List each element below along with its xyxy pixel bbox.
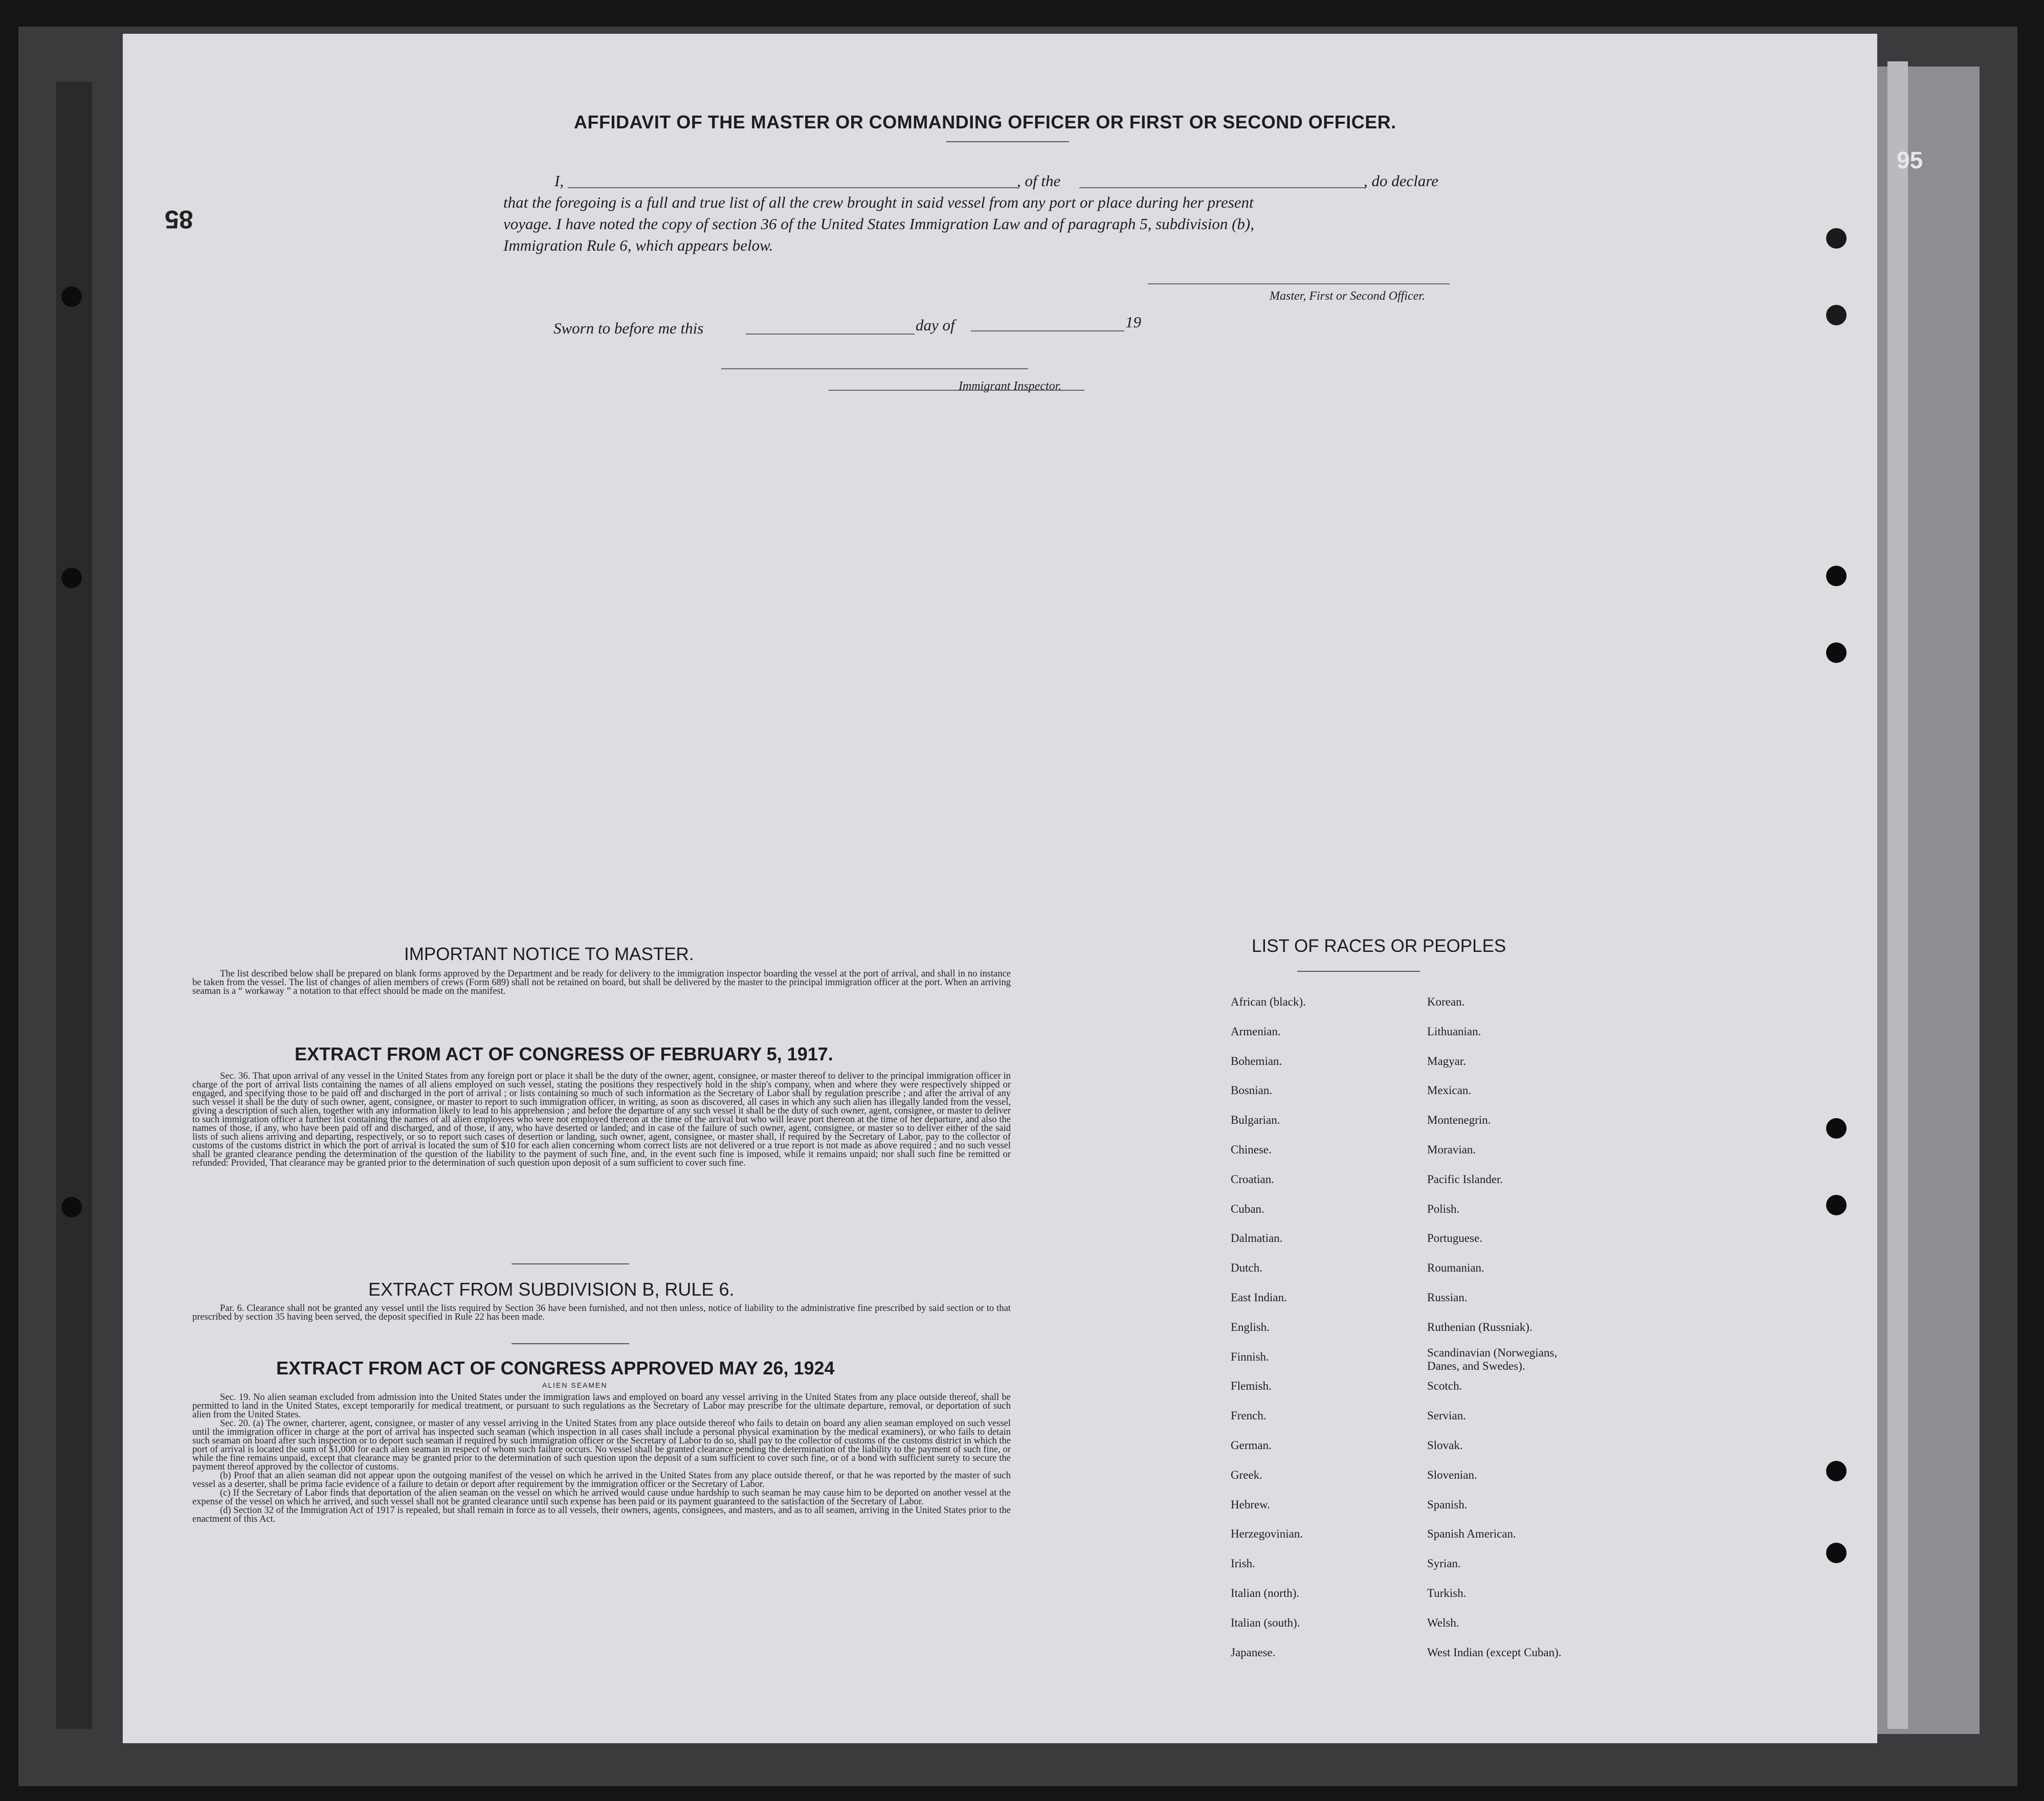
race-item: Scotch. (1427, 1380, 1462, 1393)
extract-rule6-text (192, 1304, 1011, 1322)
punch-hole (1826, 305, 1847, 325)
race-item: Montenegrin. (1427, 1114, 1491, 1127)
affidavit-i: I, (554, 172, 564, 190)
sec-36-paragraph: Sec. 36. That upon arrival of any vessel in the United States from any foreign port or place it shall be the duty of the owner, agent, consignee, or master thereof to deliver to the principal immigration officer in charge of the port of arrival lists containing the names of all aliens employed on such vessel, stating the positions they respectively hold in the ship's company, when and where they were respectively shipped or engaged, and specifying those to be paid off and discharged in the port of arrival ; or lists containing so much of such information as the Secretary of Labor shall by regulation prescribe ; and after the arrival of any such vessel it shall be the duty of such owner, agent, consignee, or master to report to such immigration officer, in writing, as soon as discovered, all cases in which any such alien has illegally landed from the vessel, giving a description of such alien, together with any information likely to lead to his apprehension ; and before the departure of any such vessel it shall be the duty of such owner, agent, consignee, or master to deliver to such immigration officer a further list containing the names of all alien employees who were not employed thereon at the time of the arrival but who will leave port thereon at the time of her departure, and also the names of those, if any, who have been paid off and discharged, and of those, if any, who have deserted or landed; and in case of the failure of such owner, agent, consignee, or master so to deliver either of the said lists of such aliens arriving and departing, respectively, or so to report such cases of desertion or landing, such owner, agent, consignee, or master shall, if required by the Secretary of Labor, pay to the collector of customs of the customs district in which the port of arrival is located the sum of $10 for each alien concerning whom correct lists are not delivered or a true report is not made as above required ; and no such vessel shall be granted clearance pending the determination of the question of the liability to the payment of such fine, and, in the event such fine is imposed, while it remains unpaid; nor shall such fine be remitted or refunded: Provided, That clearance may be granted prior to the determination of such question upon deposit of a sum sufficient to cover such fine. (192, 1071, 1011, 1168)
race-item: Japanese. (1231, 1646, 1276, 1659)
race-item: East Indian. (1231, 1291, 1287, 1304)
race-item: Armenian. (1231, 1025, 1281, 1038)
affidavit-line-4: Immigration Rule 6, which appears below. (503, 236, 773, 254)
extract-rule6-heading: EXTRACT FROM SUBDIVISION B, RULE 6. (368, 1279, 735, 1300)
binder-strip (56, 82, 92, 1729)
sec-19-paragraph: Sec. 19. No alien seaman excluded from admission into the United States under the immigration laws and employed on board any vessel arriving in the United States from any place outside thereof, shall be permitted to land in the United States, except temporarily for medical treatment, or pursuant to such regulations as the Secretary of Labor may prescribe for the ultimate departure, removal, or deportation of such alien from the United States. (192, 1392, 1011, 1420)
race-item: French. (1231, 1409, 1267, 1422)
inspector-line-1 (721, 368, 1028, 369)
race-item: Polish. (1427, 1202, 1460, 1215)
punch-hole (1826, 566, 1847, 586)
race-item: African (black). (1231, 995, 1306, 1008)
race-item: Dalmatian. (1231, 1232, 1283, 1245)
race-item: Korean. (1427, 995, 1465, 1008)
affidavit-of-the: , of the (1017, 172, 1061, 190)
race-item: Bulgarian. (1231, 1114, 1280, 1127)
affidavit-title: AFFIDAVIT OF THE MASTER OR COMMANDING OFFICER OR FIRST OR SECOND OFFICER. (574, 112, 1396, 132)
binder-hole (61, 286, 82, 307)
section-rule (512, 1343, 629, 1344)
extract-1924-heading: EXTRACT FROM ACT OF CONGRESS APPROVED MAY 26, 1924 (276, 1358, 835, 1378)
race-item: Magyar. (1427, 1054, 1467, 1068)
notice-heading: IMPORTANT NOTICE TO MASTER. (404, 944, 694, 964)
race-item: Syrian. (1427, 1557, 1461, 1570)
page-number-right: 95 (1897, 147, 1923, 173)
race-item: Moravian. (1427, 1143, 1476, 1156)
race-item: West Indian (except Cuban). (1427, 1646, 1562, 1659)
binder-hole (61, 568, 82, 588)
race-item: Mexican. (1427, 1084, 1472, 1097)
sworn-day-line (746, 333, 915, 335)
race-item: Hebrew. (1231, 1498, 1271, 1511)
race-item: Pacific Islander. (1427, 1172, 1503, 1186)
master-caption: Master, First or Second Officer. (1270, 290, 1425, 303)
notice-text (192, 970, 1011, 996)
extract-1917-text (192, 1072, 1011, 1168)
punch-hole (1826, 1543, 1847, 1563)
race-item: Irish. (1231, 1557, 1255, 1570)
extract-1917-heading: EXTRACT FROM ACT OF CONGRESS OF FEBRUARY 5, 1917. (295, 1043, 833, 1064)
extract-1924-text (192, 1393, 1011, 1524)
punch-hole (1826, 1461, 1847, 1481)
race-item: German. (1231, 1439, 1272, 1452)
day-of-label: day of (916, 316, 955, 334)
sec-20c-paragraph: (c) If the Secretary of Labor finds that deportation of the alien seaman on the vessel on which he arrived would cause undue hardship to such seaman he may cause him to be deported on another vessel at the expense of the vessel on which he arrived, and such vessel shall not be granted clearance until such expense has been paid or its payment guaranteed to the satisfaction of the Secretary of Labor. (192, 1488, 1011, 1507)
race-item: Bohemian. (1231, 1054, 1282, 1068)
race-item: Scandinavian (Norwegians, Danes, and Swedes). (1427, 1346, 1558, 1372)
race-item: Herzegovinian. (1231, 1527, 1303, 1541)
alien-seamen-subheading: ALIEN SEAMEN (542, 1381, 608, 1389)
race-item: Slovenian. (1427, 1468, 1477, 1481)
races-rule (1297, 971, 1420, 972)
race-item: Spanish. (1427, 1498, 1468, 1511)
sworn-month-line (971, 330, 1124, 331)
race-item: Slovak. (1427, 1439, 1463, 1452)
punch-hole (1826, 1118, 1847, 1139)
races-title: LIST OF RACES OR PEOPLES (1252, 936, 1506, 956)
sworn-label: Sworn to before me this (553, 319, 704, 337)
race-item: Italian (north). (1231, 1587, 1300, 1599)
race-item: Flemish. (1231, 1380, 1272, 1393)
section-rule (512, 1263, 629, 1264)
affidavit-line-3: voyage. I have noted the copy of section 36 of the United States Immigration Law and of paragraph 5, subdivision (b), (503, 215, 1254, 233)
sec-20b-paragraph: (b) Proof that an alien seaman did not appear upon the outgoing manifest of the vessel on which he arrived in the United States from any place outside thereof, or that he was reported by the master of such vessel as a deserter, shall be prima facie evidence of a failure to detain or deport after requirement by the immigration officer or the Secretary of Labor. (192, 1471, 1011, 1489)
notice-paragraph: The list described below shall be prepared on blank forms approved by the Department and be ready for delivery to the immigration inspector boarding the vessel at the port of arrival, and shall in no instance be taken from the vessel. The list of changes of alien members of crews (Form 689) shall not be retained on board, but shall be delivered by the master to the principal immigration officer at the port. When an arriving seaman is a “ workaway ” a notation to that effect should be made on the manifest. (192, 969, 1011, 996)
race-item: Ruthenian (Russniak). (1427, 1320, 1532, 1333)
race-item: Roumanian. (1427, 1261, 1484, 1275)
title-rule (946, 141, 1069, 142)
year-prefix: 19 (1125, 313, 1141, 331)
master-signature-line (1148, 283, 1450, 284)
race-item: Cuban. (1231, 1202, 1264, 1215)
sec-20a-paragraph: Sec. 20. (a) The owner, charterer, agent, consignee, or master of any vessel arriving in the United States from any place outside thereof who fails to detain on board any alien seaman employed on such vessel until the immigration officer in charge at the port of arrival has inspected such seaman (which inspection in all cases shall include a personal physical examination by the medical examiners), or who fails to detain such seaman on board after such inspection or to deport such seaman if required by such immigration officer or the Secretary of Labor to do so, shall pay to the collector of customs of the customs district in which the port of arrival is located the sum of $1,000 for each alien seaman in respect of whom such failure occurs. No vessel shall be granted clearance pending the determination of the liability to the payment of such fine, or while the fine remains unpaid, except that clearance may be granted prior to the determination of such question upon the deposit of a sum sufficient to cover such fine, or of a bond with sufficient surety to secure the payment thereof approved by the collector of customs. (192, 1418, 1011, 1472)
punch-hole (1826, 1195, 1847, 1215)
race-item: Welsh. (1427, 1616, 1459, 1629)
race-item: Bosnian. (1231, 1084, 1273, 1097)
race-item: English. (1231, 1320, 1270, 1333)
race-item: Dutch. (1231, 1261, 1262, 1275)
affidavit-line-2: that the foregoing is a full and true list of all the crew brought in said vessel from any port or place during her present (503, 193, 1254, 211)
race-item: Russian. (1427, 1291, 1468, 1304)
race-item: Finnish. (1231, 1350, 1269, 1363)
punch-hole (1826, 642, 1847, 663)
inspector-caption: Immigrant Inspector. (959, 380, 1062, 393)
name-fill-line (568, 187, 1018, 188)
page-number-left: 85 (165, 205, 193, 234)
par-6-paragraph: Par. 6. Clearance shall not be granted any vessel until the lists required by Section 36 have been furnished, and not then unless, notice of liability to the administrative fine prescribed by said section or to that prescribed by section 35 having been served, the deposit specified in Rule 22 has been made. (192, 1303, 1011, 1322)
sec-20d-paragraph: (d) Section 32 of the Immigration Act of 1917 is repealed, but shall remain in force as to all vessels, their owners, agents, consignees, and masters, and as to all seamen, arriving in the United States prior to the enactment of this Act. (192, 1505, 1011, 1524)
vessel-fill-line (1079, 187, 1366, 188)
race-item: Chinese. (1231, 1143, 1272, 1156)
race-item: Greek. (1231, 1468, 1262, 1481)
race-item: Servian. (1427, 1409, 1467, 1422)
sheet-edge (1887, 61, 1908, 1729)
race-item: Spanish American. (1427, 1527, 1516, 1541)
race-item: Turkish. (1427, 1587, 1467, 1599)
race-item: Italian (south). (1231, 1616, 1300, 1629)
manifest-sheet (123, 34, 1877, 1743)
affidavit-declare: , do declare (1364, 172, 1439, 190)
binder-hole (61, 1197, 82, 1217)
punch-hole (1826, 228, 1847, 249)
race-item: Lithuanian. (1427, 1025, 1481, 1038)
race-item: Croatian. (1231, 1172, 1274, 1186)
race-item: Portuguese. (1427, 1232, 1482, 1245)
